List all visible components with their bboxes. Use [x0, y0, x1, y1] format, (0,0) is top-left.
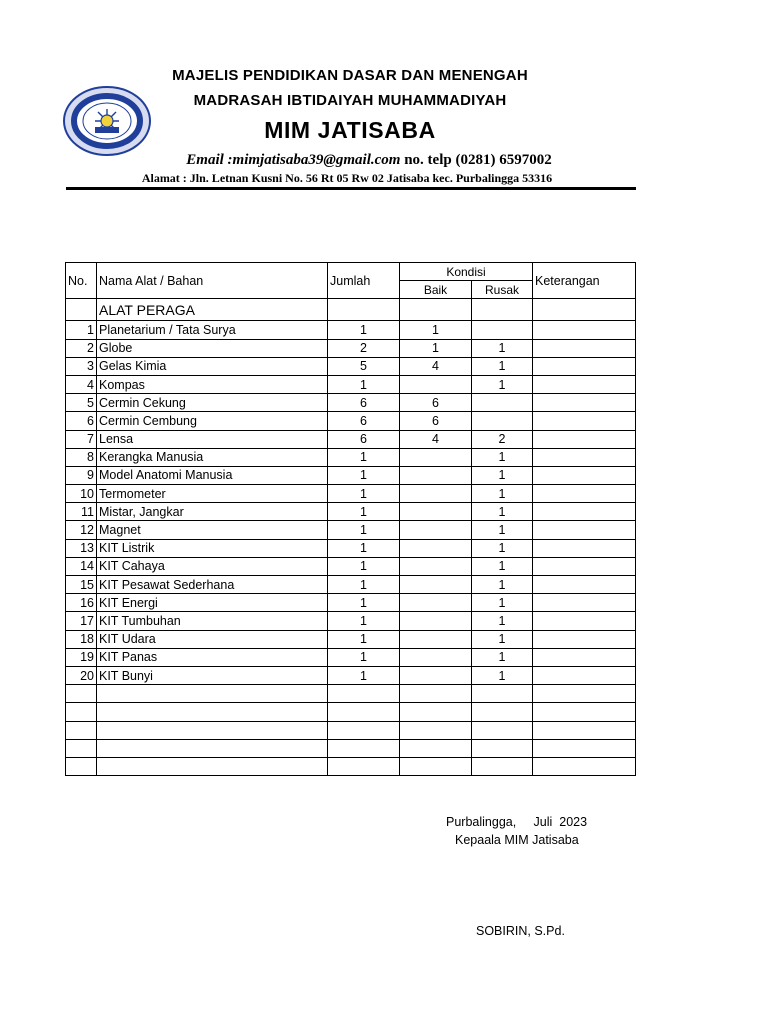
signature-name: SOBIRIN, S.Pd. [476, 924, 565, 938]
header-keterangan: Keterangan [533, 263, 636, 299]
header-rusak: Rusak [472, 281, 533, 299]
cell-baik [400, 375, 472, 393]
cell-nama: Termometer [97, 485, 328, 503]
cell-keterangan [533, 539, 636, 557]
contact-line [100, 152, 638, 169]
cell-no: 5 [66, 394, 97, 412]
cell-baik [400, 448, 472, 466]
cell-baik: 1 [400, 339, 472, 357]
cell-rusak: 1 [472, 357, 533, 375]
table-row [66, 394, 636, 412]
cell-nama: Cermin Cekung [97, 394, 328, 412]
cell-nama: KIT Bunyi [97, 666, 328, 684]
cell-nama: KIT Energi [97, 594, 328, 612]
cell-baik [400, 666, 472, 684]
empty-table-row [66, 703, 636, 721]
cell-baik [400, 557, 472, 575]
header-jumlah: Jumlah [328, 263, 400, 299]
cell-baik [400, 594, 472, 612]
cell-jumlah: 1 [328, 594, 400, 612]
cell-baik: 4 [400, 430, 472, 448]
cell-keterangan [533, 375, 636, 393]
table-row [66, 339, 636, 357]
table-row [66, 466, 636, 484]
cell-no: 11 [66, 503, 97, 521]
signature-place-date: Purbalingga, Juli 2023 [446, 815, 588, 829]
cell-no: 12 [66, 521, 97, 539]
cell-rusak: 1 [472, 339, 533, 357]
school-name-title: MIM JATISABA [264, 117, 436, 143]
table-row [66, 357, 636, 375]
cell-keterangan [533, 612, 636, 630]
cell-nama: Mistar, Jangkar [97, 503, 328, 521]
table-row [66, 448, 636, 466]
cell-keterangan [533, 557, 636, 575]
cell-rusak [472, 394, 533, 412]
cell-rusak: 1 [472, 666, 533, 684]
table-row [66, 521, 636, 539]
cell-jumlah: 1 [328, 503, 400, 521]
cell-jumlah: 1 [328, 448, 400, 466]
cell-no: 20 [66, 666, 97, 684]
table-row [66, 666, 636, 684]
cell-baik: 1 [400, 321, 472, 339]
cell-baik [400, 503, 472, 521]
cell-no: 15 [66, 576, 97, 594]
table-row [66, 430, 636, 448]
cell-jumlah: 1 [328, 539, 400, 557]
empty-table-row [66, 685, 636, 703]
cell-nama: Gelas Kimia [97, 357, 328, 375]
institution-school-heading: MADRASAH IBTIDAIYAH MUHAMMADIYAH [193, 92, 507, 109]
cell-nama: Magnet [97, 521, 328, 539]
email-text: Email :mimjatisaba39@gmail.com [186, 152, 401, 168]
cell-nama: KIT Panas [97, 648, 328, 666]
cell-no: 16 [66, 594, 97, 612]
cell-nama: Lensa [97, 430, 328, 448]
cell-rusak [472, 321, 533, 339]
cell-keterangan [533, 485, 636, 503]
cell-baik [400, 521, 472, 539]
cell-baik [400, 612, 472, 630]
cell-rusak: 1 [472, 557, 533, 575]
cell-jumlah: 1 [328, 321, 400, 339]
cell-keterangan [533, 321, 636, 339]
cell-rusak: 2 [472, 430, 533, 448]
empty-table-row [66, 721, 636, 739]
inventory-table [65, 262, 636, 776]
cell-jumlah: 1 [328, 612, 400, 630]
cell-rusak: 1 [472, 594, 533, 612]
cell-keterangan [533, 503, 636, 521]
address-line: Alamat : Jln. Letnan Kusni No. 56 Rt 05 Rw 02 Jatisaba kec. Purbalingga 53316 [141, 171, 553, 185]
table-row [66, 648, 636, 666]
cell-jumlah: 6 [328, 394, 400, 412]
cell-nama: Globe [97, 339, 328, 357]
cell-jumlah: 6 [328, 412, 400, 430]
cell-nama: KIT Pesawat Sederhana [97, 576, 328, 594]
cell-nama: KIT Listrik [97, 539, 328, 557]
cell-no: 7 [66, 430, 97, 448]
cell-nama: Kompas [97, 375, 328, 393]
institution-council-heading: MAJELIS PENDIDIKAN DASAR DAN MENENGAH [172, 67, 528, 84]
cell-no: 14 [66, 557, 97, 575]
signature-role: Kepaala MIM Jatisaba [455, 833, 579, 847]
cell-keterangan [533, 448, 636, 466]
cell-baik [400, 576, 472, 594]
cell-rusak: 1 [472, 521, 533, 539]
cell-nama: Cermin Cembung [97, 412, 328, 430]
cell-baik [400, 648, 472, 666]
cell-no: 2 [66, 339, 97, 357]
cell-no: 19 [66, 648, 97, 666]
cell-nama: Kerangka Manusia [97, 448, 328, 466]
phone-text: no. telp (0281) 6597002 [400, 152, 552, 168]
table-row [66, 612, 636, 630]
table-row [66, 412, 636, 430]
cell-no: 13 [66, 539, 97, 557]
cell-baik: 4 [400, 357, 472, 375]
cell-baik: 6 [400, 412, 472, 430]
cell-keterangan [533, 648, 636, 666]
table-row [66, 503, 636, 521]
cell-rusak: 1 [472, 375, 533, 393]
cell-rusak: 1 [472, 612, 533, 630]
section-row [66, 299, 636, 321]
cell-jumlah: 1 [328, 521, 400, 539]
cell-jumlah: 1 [328, 576, 400, 594]
cell-rusak [472, 412, 533, 430]
cell-rusak: 1 [472, 576, 533, 594]
table-row [66, 630, 636, 648]
cell-jumlah: 1 [328, 630, 400, 648]
header-kondisi: Kondisi [400, 263, 533, 281]
cell-rusak: 1 [472, 485, 533, 503]
cell-nama: KIT Tumbuhan [97, 612, 328, 630]
cell-no: 4 [66, 375, 97, 393]
cell-jumlah: 6 [328, 430, 400, 448]
cell-rusak: 1 [472, 503, 533, 521]
table-row [66, 594, 636, 612]
cell-keterangan [533, 630, 636, 648]
letterhead-divider [66, 187, 636, 190]
cell-baik: 6 [400, 394, 472, 412]
cell-no: 18 [66, 630, 97, 648]
cell-no: 10 [66, 485, 97, 503]
table-row [66, 557, 636, 575]
cell-no: 6 [66, 412, 97, 430]
cell-nama: KIT Udara [97, 630, 328, 648]
cell-jumlah: 1 [328, 375, 400, 393]
cell-rusak: 1 [472, 648, 533, 666]
cell-keterangan [533, 394, 636, 412]
cell-keterangan [533, 521, 636, 539]
cell-rusak: 1 [472, 539, 533, 557]
cell-no: 8 [66, 448, 97, 466]
cell-jumlah: 5 [328, 357, 400, 375]
cell-keterangan [533, 594, 636, 612]
cell-rusak: 1 [472, 448, 533, 466]
cell-keterangan [533, 666, 636, 684]
cell-rusak: 1 [472, 630, 533, 648]
table-row [66, 375, 636, 393]
header-baik: Baik [400, 281, 472, 299]
cell-baik [400, 466, 472, 484]
cell-no: 3 [66, 357, 97, 375]
cell-keterangan [533, 412, 636, 430]
cell-no: 17 [66, 612, 97, 630]
cell-baik [400, 539, 472, 557]
table-row [66, 321, 636, 339]
cell-keterangan [533, 357, 636, 375]
table-row [66, 576, 636, 594]
cell-no: 9 [66, 466, 97, 484]
header-no: No. [66, 263, 97, 299]
cell-rusak: 1 [472, 466, 533, 484]
cell-nama: KIT Cahaya [97, 557, 328, 575]
empty-table-row [66, 739, 636, 757]
table-row [66, 485, 636, 503]
cell-keterangan [533, 430, 636, 448]
cell-jumlah: 1 [328, 485, 400, 503]
cell-jumlah: 1 [328, 466, 400, 484]
empty-table-row [66, 757, 636, 775]
section-title: ALAT PERAGA [97, 299, 328, 321]
cell-nama: Planetarium / Tata Surya [97, 321, 328, 339]
cell-keterangan [533, 466, 636, 484]
cell-keterangan [533, 339, 636, 357]
cell-jumlah: 1 [328, 666, 400, 684]
cell-keterangan [533, 576, 636, 594]
cell-jumlah: 1 [328, 557, 400, 575]
header-nama: Nama Alat / Bahan [97, 263, 328, 299]
cell-nama: Model Anatomi Manusia [97, 466, 328, 484]
cell-jumlah: 2 [328, 339, 400, 357]
cell-jumlah: 1 [328, 648, 400, 666]
cell-baik [400, 485, 472, 503]
table-row [66, 539, 636, 557]
cell-baik [400, 630, 472, 648]
cell-no: 1 [66, 321, 97, 339]
